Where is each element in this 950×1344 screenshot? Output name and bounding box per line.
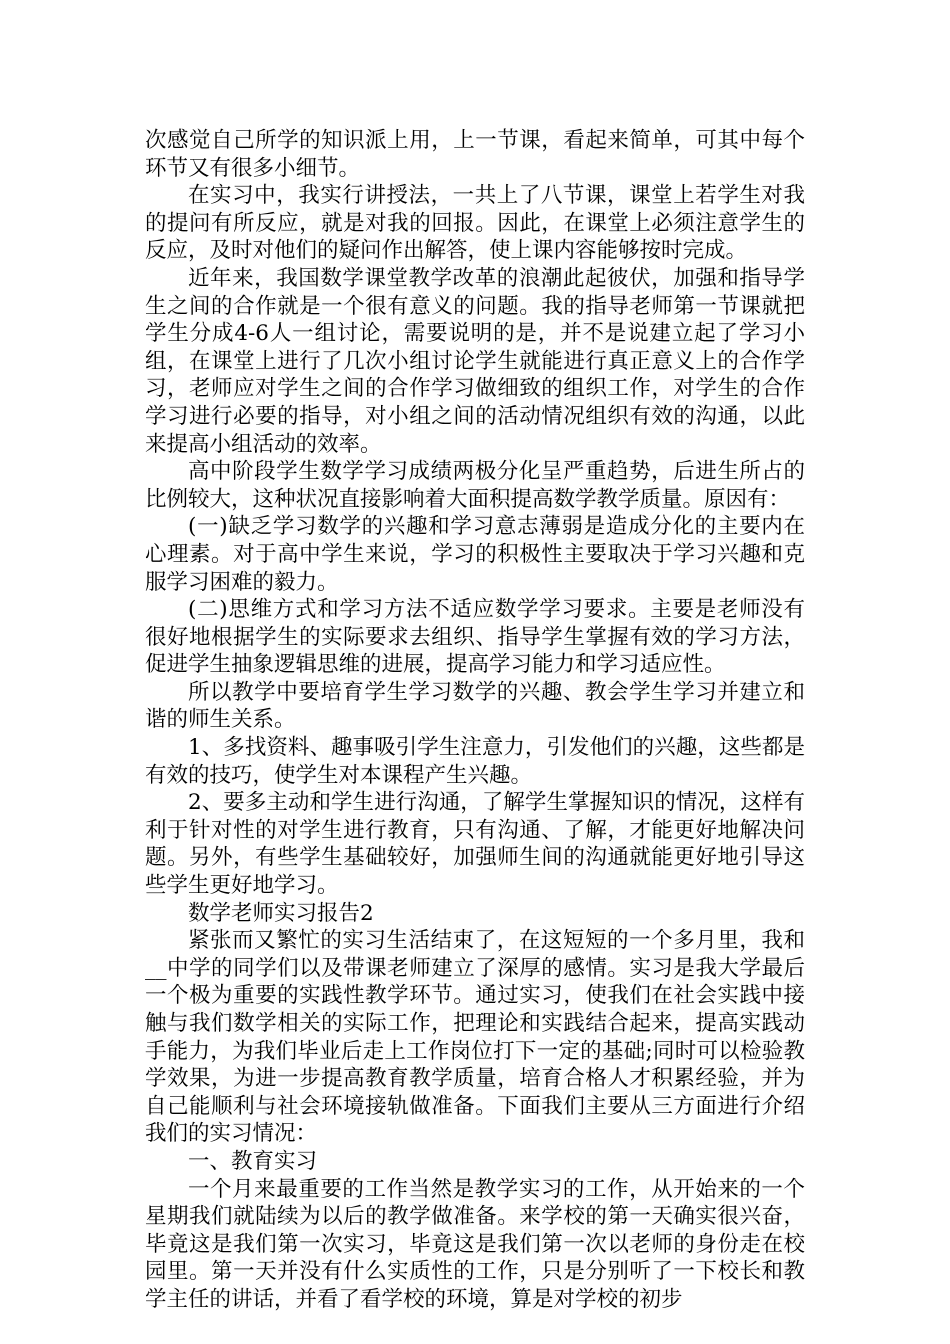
paragraph-cultivate-interest: 所以教学中要培育学生学习数学的兴趣、教会学生学习并建立和谐的师生关系。 bbox=[145, 679, 805, 733]
paragraph-lecture-method: 在实习中，我实行讲授法，一共上了八节课，课堂上若学生对我的提问有所反应，就是对我的回报。因此，在课堂上必须注意学生的反应，及时对他们的疑问作出解答，使上课内容能够按时完成。 bbox=[145, 183, 805, 264]
list-item-one: 1、多找资料、趣事吸引学生注意力，引发他们的兴趣，这些都是有效的技巧，使学生对本课程产生兴趣。 bbox=[145, 735, 805, 788]
paragraph-teaching-work: 一个月来最重要的工作当然是教学实习的工作，从开始来的一个星期我们就陆续为以后的教学做准备。来学校的第一天确实很兴奋，毕竟这是我们第一次实习，毕竟这是我们第一次以老师的身份走在校园里。第一天并没有什么实质性的工作，只是分别听了一下校长和教学主任的讲话，并看了看学校的环境，算是对学校的初步 bbox=[145, 1176, 805, 1312]
paragraph-reason-two: (二)思维方式和学习方法不适应数学学习要求。主要是老师没有很好地根据学生的实际要求去组织、指导学生掌握有效的学习方法，促进学生抽象逻辑思维的进展，提高学习能力和学习适应性。 bbox=[145, 597, 805, 678]
section-heading-education-internship: 一、教育实习 bbox=[188, 1148, 318, 1174]
paragraph-reason-one: (一)缺乏学习数学的兴趣和学习意志薄弱是造成分化的主要内在心理素。对于高中学生来说，学习的积极性主要取决于学习兴趣和克服学习困难的毅力。 bbox=[145, 514, 805, 595]
paragraph-continuation: 次感觉自己所学的知识派上用，上一节课，看起来简单，可其中每个环节又有很多小细节。 bbox=[145, 128, 805, 181]
paragraph-polarization: 高中阶段学生数学学习成绩两极分化呈严重趋势，后进生所占的比例较大，这种状况直接影响着大面积提高数学教学质量。原因有： bbox=[145, 459, 805, 512]
paragraph-cooperative-learning: 近年来，我国数学课堂教学改革的浪潮此起彼伏，加强和指导学生之间的合作就是一个很有意义的问题。我的指导老师第一节课就把学生分成4-6人一组讨论，需要说明的是，并不是说建立起了学习小组，在课堂上进行了几次小组讨论学生就能进行真正意义上的合作学习，老师应对学生之间的合作学习做细致的组织工作，对学生的合作学习进行必要的指导，对小组之间的活动情况组织有效的沟通，以此来提高小组活动的效率。 bbox=[145, 265, 805, 457]
list-item-two: 2、要多主动和学生进行沟通，了解学生掌握知识的情况，这样有利于针对性的对学生进行教育，只有沟通、了解，才能更好地解决问题。另外，有些学生基础较好，加强师生间的沟通就能更好地引导这些学生更好地学习。 bbox=[145, 790, 805, 899]
section-title-report-2: 数学老师实习报告2 bbox=[188, 900, 374, 926]
document-page bbox=[145, 127, 805, 1314]
paragraph-internship-summary: 紧张而又繁忙的实习生活结束了，在这短短的一个多月里，我和__中学的同学们以及带课老师建立了深厚的感情。实习是我大学最后一个极为重要的实践性教学环节。通过实习，使我们在社会实践中接触与我们数学相关的实际工作，把理论和实践结合起来，提高实践动手能力，为我们毕业后走上工作岗位打下一定的基础;同时可以检验教学效果，为进一步提高教育教学质量，培育合格人才积累经验，并为自己能顺利与社会环境接轨做准备。下面我们主要从三方面进行介绍我们的实习情况： bbox=[145, 928, 805, 1147]
